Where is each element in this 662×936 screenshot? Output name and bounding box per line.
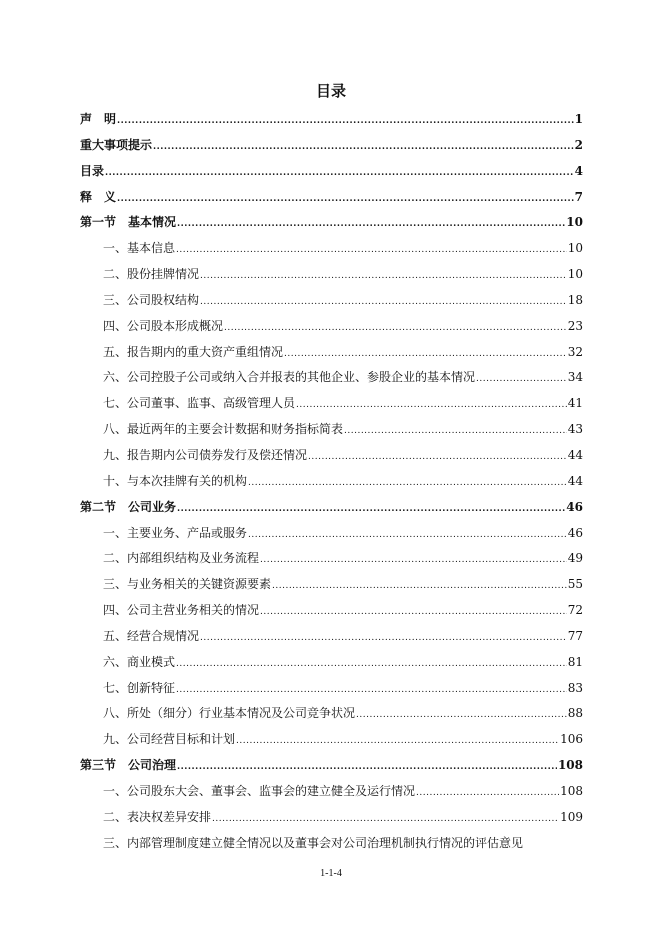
toc-entry[interactable] <box>80 495 583 521</box>
toc-entry-page: 88 <box>567 706 583 721</box>
toc-entry-page: 83 <box>567 680 583 695</box>
toc-entry-label: 重大事项提示 <box>80 137 153 152</box>
toc-entry-page: 46 <box>566 499 583 514</box>
toc-entry[interactable] <box>80 314 583 340</box>
toc-leader-dots <box>105 161 574 187</box>
toc-entry-label: 五、报告期内的重大资产重组情况 <box>103 344 284 359</box>
toc-leader-dots <box>272 574 567 600</box>
toc-entry[interactable] <box>80 779 583 805</box>
toc-leader-dots <box>200 626 567 652</box>
toc-entry-label: 九、公司经营目标和计划 <box>103 732 236 747</box>
toc-leader-dots <box>200 264 567 290</box>
toc-entry-page: 46 <box>567 525 583 540</box>
toc-entry[interactable] <box>80 676 583 702</box>
toc-leader-dots <box>416 781 559 807</box>
toc-entry[interactable] <box>80 391 583 417</box>
toc-entry-page: 2 <box>574 137 583 152</box>
toc-leader-dots <box>177 497 565 523</box>
toc-entry[interactable] <box>80 417 583 443</box>
toc-entry-page: 44 <box>567 473 583 488</box>
toc-entry-label: 一、公司股东大会、董事会、监事会的建立健全及运行情况 <box>103 783 416 798</box>
toc-entry[interactable] <box>80 469 583 495</box>
toc-entry-page: 106 <box>560 732 583 747</box>
toc-leader-dots <box>284 342 567 368</box>
toc-entry-page: 7 <box>574 189 583 204</box>
toc-entry-label: 七、创新特征 <box>103 680 176 695</box>
toc-entry[interactable] <box>80 210 583 236</box>
toc-leader-dots <box>296 393 567 419</box>
toc-entry[interactable] <box>80 262 583 288</box>
page-title: 目录 <box>315 82 346 100</box>
toc-entry[interactable] <box>80 650 583 676</box>
toc-leader-dots <box>308 445 567 471</box>
toc-entry[interactable] <box>80 624 583 650</box>
toc-entry[interactable] <box>80 185 583 211</box>
toc-entry-label: 四、公司主营业务相关的情况 <box>103 603 260 618</box>
toc-entry-label: 七、公司董事、监事、高级管理人员 <box>103 396 296 411</box>
toc-entry-label: 二、股份挂牌情况 <box>103 267 200 282</box>
toc-entry-page: 10 <box>567 267 583 282</box>
toc-entry-label: 八、最近两年的主要会计数据和财务指标简表 <box>103 422 344 437</box>
toc-leader-dots <box>236 729 559 755</box>
toc-entry[interactable] <box>80 701 583 727</box>
toc-entry-label: 十、与本次挂牌有关的机构 <box>103 473 248 488</box>
toc-leader-dots <box>248 523 567 549</box>
toc-leader-dots <box>248 471 567 497</box>
toc-entry-page: 32 <box>567 344 583 359</box>
toc-entry-label: 五、经营合规情况 <box>103 628 200 643</box>
toc-entry-page: 1 <box>574 112 583 126</box>
toc-entry-page: 44 <box>567 447 583 462</box>
toc-entry-page: 55 <box>567 577 583 592</box>
toc-entry-page: 108 <box>560 783 583 798</box>
toc-entry-page: 23 <box>567 318 583 333</box>
toc-entry-page: 10 <box>567 241 583 256</box>
toc-entry-label: 一、基本信息 <box>103 241 176 256</box>
toc-entry[interactable] <box>80 340 583 366</box>
toc-leader-dots <box>176 678 567 704</box>
toc-entry-page: 43 <box>567 422 583 437</box>
toc-entry-page: 41 <box>567 396 583 411</box>
toc-entry[interactable] <box>80 546 583 572</box>
toc-leader-dots <box>260 548 567 574</box>
toc-entry-label: 一、主要业务、产品或服务 <box>103 525 248 540</box>
toc-leader-dots <box>344 419 567 445</box>
toc-leader-dots <box>260 600 567 626</box>
toc-entry[interactable] <box>80 598 583 624</box>
toc-entry-page: 34 <box>567 370 583 385</box>
toc-entry-page: 4 <box>574 163 583 178</box>
toc-entry[interactable] <box>80 288 583 314</box>
toc-entry-label: 二、表决权差异安排 <box>103 809 212 824</box>
toc-entry[interactable] <box>80 805 583 831</box>
toc-leader-dots <box>224 316 567 342</box>
toc-entry-label: 第二节 公司业务 <box>80 499 177 514</box>
toc-entry-label: 二、内部组织结构及业务流程 <box>103 551 260 566</box>
toc-leader-dots <box>117 109 574 135</box>
toc-entry-page: 72 <box>567 603 583 618</box>
toc-leader-dots <box>176 238 567 264</box>
toc-entry[interactable] <box>80 236 583 262</box>
toc-entry-label: 六、商业模式 <box>103 654 176 669</box>
toc-entry-page: 49 <box>567 551 583 566</box>
toc-entry[interactable] <box>80 521 583 547</box>
toc-entry[interactable] <box>80 753 583 779</box>
toc-entry-label: 声 明 <box>80 112 117 126</box>
toc-entry-label: 第三节 公司治理 <box>80 758 177 773</box>
toc-entry[interactable] <box>80 365 583 391</box>
toc-entry-page: 81 <box>567 654 583 669</box>
toc-entry-page: 10 <box>566 215 583 230</box>
toc-entry-page: 77 <box>567 628 583 643</box>
toc-leader-dots <box>117 187 574 213</box>
toc-entry-label: 三、与业务相关的关键资源要素 <box>103 577 272 592</box>
toc-entry-label: 目录 <box>80 163 105 178</box>
toc-leader-dots <box>356 703 567 729</box>
toc-leader-dots <box>200 290 567 316</box>
toc-leader-dots <box>176 652 567 678</box>
toc-entry[interactable] <box>80 831 583 857</box>
toc-entry[interactable] <box>80 133 583 159</box>
toc-leader-dots <box>177 212 565 238</box>
toc-entry-label: 八、所处（细分）行业基本情况及公司竞争状况 <box>103 706 356 721</box>
toc-entry[interactable] <box>80 727 583 753</box>
toc-entry-page: 109 <box>560 809 583 824</box>
toc-entry-label: 三、内部管理制度建立健全情况以及董事会对公司治理机制执行情况的评估意见 <box>103 835 524 850</box>
toc-entry-label: 四、公司股本形成概况 <box>103 318 224 333</box>
toc-entry[interactable] <box>80 159 583 185</box>
toc-entry-label: 释 义 <box>80 189 117 204</box>
toc-entry-page: 18 <box>567 292 583 307</box>
toc-entry-label: 第一节 基本情况 <box>80 215 177 230</box>
toc-entry-label: 六、公司控股子公司或纳入合并报表的其他企业、参股企业的基本情况 <box>103 370 476 385</box>
toc-entry-label: 九、报告期内公司债券发行及偿还情况 <box>103 447 308 462</box>
toc-entry[interactable] <box>80 443 583 469</box>
toc-leader-dots <box>476 367 567 393</box>
page-number-footer: 1-1-4 <box>320 868 342 879</box>
toc-leader-dots <box>153 135 574 161</box>
toc-entry[interactable] <box>80 572 583 598</box>
toc-entry-page: 108 <box>557 758 583 773</box>
toc-entry-label: 三、公司股权结构 <box>103 292 200 307</box>
table-of-contents <box>80 107 583 856</box>
toc-leader-dots <box>177 755 557 781</box>
toc-leader-dots <box>212 807 559 833</box>
toc-entry[interactable] <box>80 107 583 133</box>
